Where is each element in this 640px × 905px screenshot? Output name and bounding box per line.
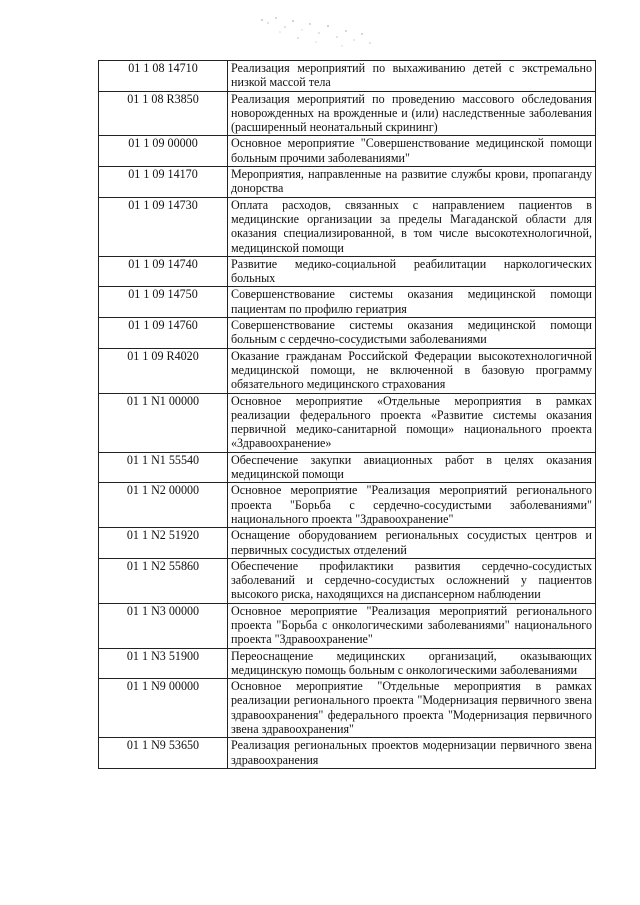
row-code: 01 1 09 14170	[99, 167, 228, 198]
table-row	[99, 738, 596, 769]
row-code: 01 1 N3 00000	[99, 603, 228, 648]
table-row	[99, 648, 596, 679]
row-code: 01 1 N2 55860	[99, 558, 228, 603]
table-row	[99, 603, 596, 648]
row-description: Обеспечение профилактики развития сердечно-сосудистых заболеваний и сердечно-сосудистых осложнений у пациентов высокого риска, находящихся на диспансерном наблюдении	[228, 558, 596, 603]
row-code: 01 1 N2 00000	[99, 483, 228, 528]
row-description: Оснащение оборудованием региональных сосудистых центров и первичных сосудистых отделений	[228, 528, 596, 559]
table-row	[99, 287, 596, 318]
table-row	[99, 91, 596, 136]
row-description: Переоснащение медицинских организаций, оказывающих медицинскую помощь больным с онкологическими заболеваниями	[228, 648, 596, 679]
table-row	[99, 197, 596, 256]
row-code: 01 1 N3 51900	[99, 648, 228, 679]
row-code: 01 1 09 14760	[99, 318, 228, 349]
table-row	[99, 348, 596, 393]
row-description: Обеспечение закупки авиационных работ в целях оказания медицинской помощи	[228, 452, 596, 483]
row-code: 01 1 09 14730	[99, 197, 228, 256]
table-row	[99, 167, 596, 198]
table-row	[99, 452, 596, 483]
row-description: Основное мероприятие "Реализация мероприятий регионального проекта "Борьба с сердечно-сосудистыми заболеваниями" национального проекта "Здравоохранение"	[228, 483, 596, 528]
row-code: 01 1 09 R4020	[99, 348, 228, 393]
scan-artifact	[258, 12, 378, 52]
row-description: Развитие медико-социальной реабилитации наркологических больных	[228, 256, 596, 287]
row-description: Совершенствование системы оказания медицинской помощи больным с сердечно-сосудистыми заболеваниями	[228, 318, 596, 349]
table-row	[99, 483, 596, 528]
row-code: 01 1 08 R3850	[99, 91, 228, 136]
row-code: 01 1 N9 53650	[99, 738, 228, 769]
row-description: Основное мероприятие "Реализация мероприятий регионального проекта "Борьба с онкологическими заболеваниями" национального проекта "Здравоохранение"	[228, 603, 596, 648]
table-row	[99, 318, 596, 349]
row-code: 01 1 N9 00000	[99, 679, 228, 738]
table-row	[99, 256, 596, 287]
row-code: 01 1 09 14740	[99, 256, 228, 287]
row-description: Оказание гражданам Российской Федерации высокотехнологичной медицинской помощи, не включенной в базовую программу обязательного медицинского страхования	[228, 348, 596, 393]
row-code: 01 1 08 14710	[99, 61, 228, 92]
table-row	[99, 558, 596, 603]
table-row	[99, 393, 596, 452]
table-row	[99, 528, 596, 559]
row-description: Основное мероприятие "Совершенствование медицинской помощи больным прочими заболеваниями"	[228, 136, 596, 167]
row-code: 01 1 N2 51920	[99, 528, 228, 559]
row-code: 01 1 N1 00000	[99, 393, 228, 452]
row-description: Реализация мероприятий по проведению массового обследования новорожденных на врожденные и (или) наследственные заболевания (расширенный неонатальный скрининг)	[228, 91, 596, 136]
budget-classification-table	[98, 60, 596, 769]
row-description: Основное мероприятие "Отдельные мероприятия в рамках реализации регионального проекта "Модернизация первичного звена здравоохранения" федерального проекта "Модернизация первичного звена здравоохранения"	[228, 679, 596, 738]
table-row	[99, 136, 596, 167]
row-code: 01 1 09 00000	[99, 136, 228, 167]
table-row	[99, 61, 596, 92]
table-row	[99, 679, 596, 738]
row-description: Реализация мероприятий по выхаживанию детей с экстремально низкой массой тела	[228, 61, 596, 92]
row-description: Реализация региональных проектов модернизации первичного звена здравоохранения	[228, 738, 596, 769]
row-code: 01 1 09 14750	[99, 287, 228, 318]
row-description: Совершенствование системы оказания медицинской помощи пациентам по профилю гериатрия	[228, 287, 596, 318]
row-description: Оплата расходов, связанных с направлением пациентов в медицинские организации за пределы Магаданской области для оказания специализированной, в том числе высокотехнологичной, медицинской помощи	[228, 197, 596, 256]
row-code: 01 1 N1 55540	[99, 452, 228, 483]
row-description: Основное мероприятие «Отдельные мероприятия в рамках реализации федерального проекта «Развитие системы оказания первичной медико-санитарной помощи» национального проекта «Здравоохранение»	[228, 393, 596, 452]
row-description: Мероприятия, направленные на развитие службы крови, пропаганду донорства	[228, 167, 596, 198]
table-body	[99, 61, 596, 769]
